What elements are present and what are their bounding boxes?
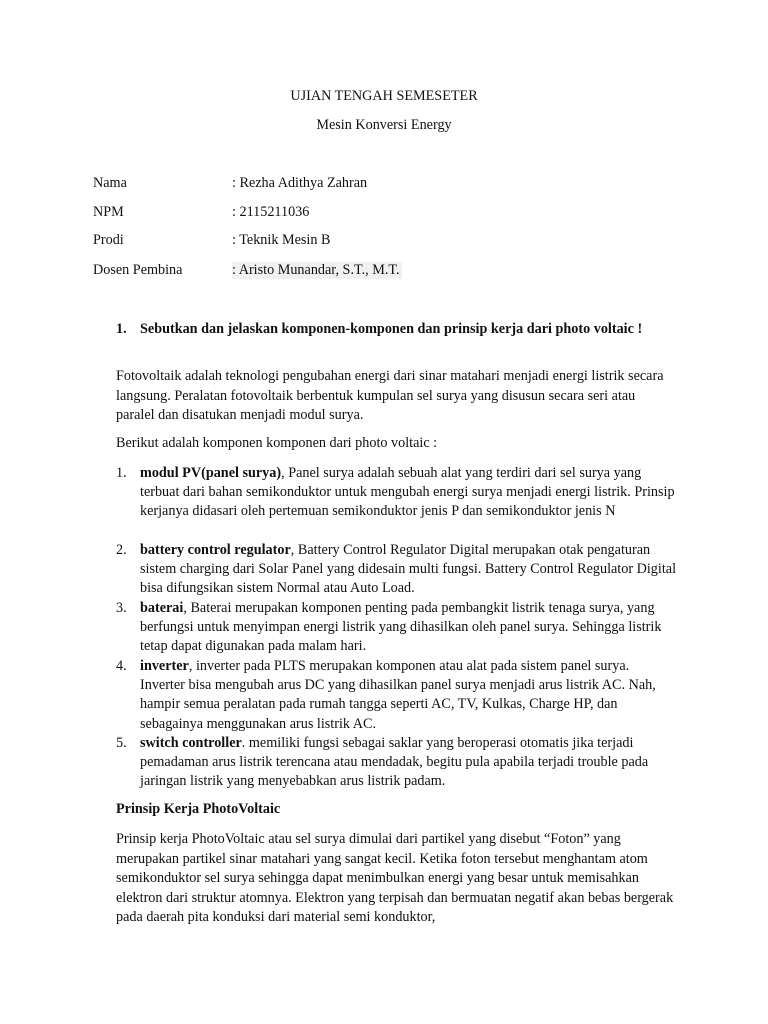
question-text: Sebutkan dan jelaskan komponen-komponen dan prinsip kerja dari photo voltaic ! [140, 321, 643, 337]
list-item-term: battery control regulator [140, 542, 291, 558]
list-item-desc: . memiliki fungsi sebagai saklar yang beroperasi otomatis jika terjadi pemadaman arus listrik terencana atau mendadak, begitu pula apabila terjadi trouble pada jaringan listrik yang menyebabkan arus listrik padam. [140, 735, 649, 790]
info-label: Nama [93, 175, 127, 191]
list-item-desc: , inverter pada PLTS merupakan komponen atau alat pada sistem panel surya. Inverter bisa mengubah arus DC yang dihasilkan panel surya menjadi arus listrik AC. Nah, hampir semua peralatan pada rumah tangga seperti AC, TV, Kulkas, Charge HP, dan sebagainya menggunakan arus listrik AC. [140, 658, 656, 732]
list-item [116, 464, 676, 522]
list-item-desc: , Battery Control Regulator Digital merupakan otak pengaturan sistem charging dari Solar Panel yang didesain multi fungsi. Battery Control Regulator Digital bisa difungsikan sistem Normal atau Auto Load. [140, 542, 677, 597]
list-item-number: 4. [116, 658, 127, 674]
list-item-number: 5. [116, 735, 127, 751]
info-row-prodi [93, 232, 693, 252]
list-item-number: 1. [116, 465, 127, 481]
info-row-nama [93, 175, 693, 195]
list-item [116, 657, 676, 734]
list-item-term: inverter [140, 658, 189, 674]
list-item-body [140, 464, 676, 522]
info-value: : Teknik Mesin B [232, 232, 331, 248]
intro-paragraph: Fotovoltaik adalah teknologi pengubahan energi dari sinar matahari menjadi energi listrik secara langsung. Peralatan fotovoltaik berbentuk kumpulan sel surya yang disusun secara seri atau paralel dan disatukan menjadi modul surya. [116, 368, 664, 423]
list-item [116, 541, 676, 599]
question-1 [116, 320, 656, 339]
list-item-body [140, 734, 676, 792]
info-value: : Rezha Adithya Zahran [232, 175, 368, 191]
list-item-number: 3. [116, 600, 127, 616]
list-item [116, 734, 676, 792]
list-item [116, 599, 676, 657]
list-item-body [140, 599, 676, 657]
list-item-number: 2. [116, 542, 127, 558]
list-item-term: modul PV(panel surya) [140, 465, 282, 481]
principle-paragraph: Prinsip kerja PhotoVoltaic atau sel surya dimulai dari partikel yang disebut “Foton” yang merupakan partikel sinar matahari yang sangat kecil. Ketika foton tersebut menghantam atom semikonduktor sel surya sehingga dapat menimbulkan energi yang besar untuk memisahkan elektron dari struktur atomnya. Elektron yang terpisah dan bermuatan negatif akan bebas bergerak pada daerah pita konduksi dari material semi konduktor, [116, 831, 674, 925]
info-value: : 2115211036 [232, 204, 310, 220]
list-item-body [140, 657, 676, 734]
question-number: 1. [116, 321, 127, 337]
info-label: Prodi [93, 232, 124, 248]
document-subtitle: Mesin Konversi Energy [316, 117, 452, 133]
list-item-term: baterai [140, 600, 184, 616]
section-heading: Prinsip Kerja PhotoVoltaic [116, 801, 281, 817]
document-title: UJIAN TENGAH SEMESETER [290, 88, 478, 104]
list-item-desc: , Panel surya adalah sebuah alat yang terdiri dari sel surya yang terbuat dari bahan semikonduktor untuk mengubah energi surya menjadi energi listrik. Prinsip kerjanya didasari oleh pertemuan semikonduktor jenis P dan semikonduktor jenis N [140, 465, 675, 520]
list-item-desc: , Baterai merupakan komponen penting pada pembangkit listrik tenaga surya, yang berfungsi untuk menyimpan energi listrik yang dihasilkan oleh panel surya. Sehingga listrik tetap dapat digunakan pada malam hari. [140, 600, 662, 655]
list-item-term: switch controller [140, 735, 242, 751]
components-intro: Berikut adalah komponen komponen dari photo voltaic : [116, 435, 438, 451]
info-row-dosen [93, 262, 693, 282]
info-row-npm [93, 204, 693, 224]
list-item-body [140, 541, 676, 599]
info-label: NPM [93, 204, 124, 220]
info-value: : Aristo Munandar, S.T., M.T. [232, 262, 400, 278]
info-label: Dosen Pembina [93, 262, 183, 278]
